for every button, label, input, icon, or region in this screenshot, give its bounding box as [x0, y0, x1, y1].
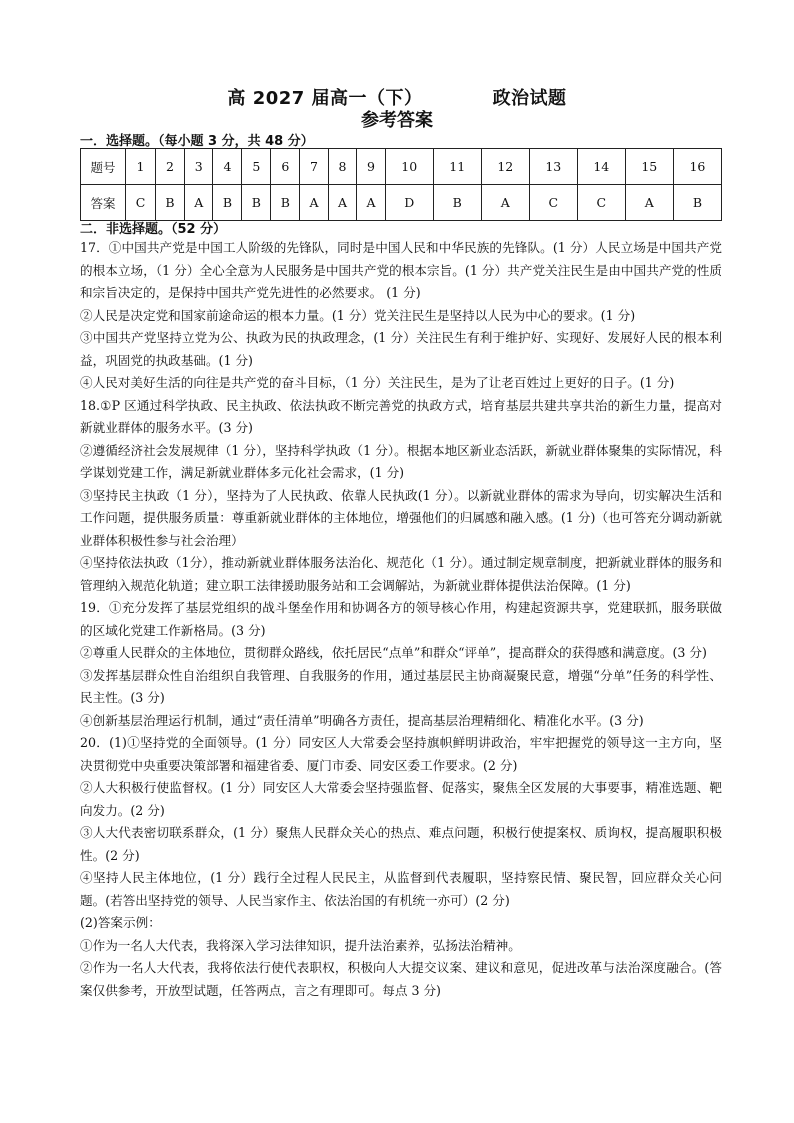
answer-cell: A	[328, 185, 356, 221]
answer-paragraph: ④创新基层治理运行机制，通过“责任清单”明确各方责任，提高基层治理精细化、精准化水平。(3 分)	[80, 712, 644, 728]
answer-paragraph: 17．①中国共产党是中国工人阶级的先锋队，同时是中国人民和中华民族的先锋队。(1 分）人民立场是中国共产党的根本立场，（1 分）全心全意为人民服务是中国共产党的根本宗旨。(1 分）共产党关注民生是由中国共产党的性质和宗旨决定的，是保持中国共产党先进性的必然要求。 (1 分)	[80, 240, 722, 300]
title-subject: 政治试题	[492, 88, 567, 109]
section-choice-heading: 一．选择题。（每小题 3 分，共 48 分）	[80, 134, 314, 149]
question-number: 12	[481, 149, 529, 185]
answer-paragraph: (2)答案示例：	[80, 915, 161, 930]
answer-cell: B	[433, 185, 481, 221]
table-row-numbers	[81, 149, 722, 185]
answer-cell: A	[481, 185, 529, 221]
row-label-answer: 答案	[81, 185, 126, 221]
answer-cell: C	[529, 185, 577, 221]
answer-cell: B	[271, 185, 300, 221]
table-row-answers	[81, 185, 722, 221]
answer-paragraph: ③发挥基层群众性自治组织自我管理、自我服务的作用，通过基层民主协商凝聚民意，增强“分单”任务的科学性、民主性。(3 分)	[80, 667, 722, 705]
answer-paragraph: ④坚持依法执政（1分），推动新就业群体服务法治化、规范化（1 分）。通过制定规章制度，把新就业群体的服务和管理纳入规范化轨道；建立职工法律援助服务站和工会调解站，为新就业群体提供法治保障。(1 分)	[80, 555, 722, 593]
answer-table	[80, 148, 722, 221]
question-number: 15	[625, 149, 673, 185]
row-label-number: 题号	[81, 149, 126, 185]
section-nonchoice-heading: 二．非选择题。（52 分）	[80, 222, 227, 237]
question-number: 9	[357, 149, 385, 185]
title-grade: 高 2027 届高一（下）	[227, 88, 423, 109]
question-number: 3	[184, 149, 212, 185]
answer-paragraph: ③中国共产党坚持立党为公、执政为民的执政理念，(1 分）关注民生有利于维护好、实现好、发展好人民的根本利益，巩固党的执政基础。(1 分)	[80, 330, 722, 368]
question-number: 1	[126, 149, 156, 185]
answer-paragraph: ④人民对美好生活的向往是共产党的奋斗目标，（1 分）关注民生，是为了让老百姓过上更好的日子。(1 分)	[80, 375, 675, 390]
answer-paragraph: ②作为一名人大代表，我将依法行使代表职权，积极向人大提交议案、建议和意见，促进改革与法治深度融合。(答案仅供参考，开放型试题，任答两点，言之有理即可。每点 3 分)	[80, 960, 722, 998]
question-number: 4	[213, 149, 242, 185]
question-number: 2	[156, 149, 185, 185]
answer-cell: B	[156, 185, 185, 221]
question-number: 8	[328, 149, 356, 185]
answer-cell: D	[385, 185, 433, 221]
question-number: 14	[577, 149, 625, 185]
question-number: 16	[673, 149, 721, 185]
answer-cell: A	[184, 185, 212, 221]
answer-paragraph: ①作为一名人大代表，我将深入学习法律知识，提升法治素养，弘扬法治精神。	[80, 937, 521, 953]
answer-cell: B	[213, 185, 242, 221]
question-number: 7	[300, 149, 328, 185]
answer-paragraph: 18.①P 区通过科学执政、民主执政、依法执政不断完善党的执政方式，培育基层共建共享共治的新生力量，提高对新就业群体的服务水平。(3 分)	[80, 397, 722, 435]
answer-paragraph: 20．(1)①坚持党的全面领导。(1 分）同安区人大常委会坚持旗帜鲜明讲政治，牢牢把握党的领导这一主方向，坚决贯彻党中央重要决策部署和福建省委、厦门市委、同安区委工作要求。(2 分)	[80, 735, 722, 773]
answer-cell: A	[625, 185, 673, 221]
answer-body	[80, 237, 722, 1002]
answer-paragraph: ②尊重人民群众的主体地位，贯彻群众路线，依托居民“点单”和群众“评单”，提高群众的获得感和满意度。(3 分)	[80, 645, 707, 660]
question-number: 13	[529, 149, 577, 185]
answer-cell: A	[300, 185, 328, 221]
answer-cell: C	[577, 185, 625, 221]
question-number: 5	[242, 149, 271, 185]
answer-paragraph: ③坚持民主执政（1 分），坚持为了人民执政、依靠人民执政(1 分）。以新就业群体的需求为导向，切实解决生活和工作问题，提供服务质量：尊重新就业群体的主体地位，增强他们的归属感和融入感。(1 分)（也可答充分调动新就业群体积极性参与社会治理）	[80, 487, 722, 548]
page-subtitle: 参考答案	[361, 110, 433, 131]
answer-cell: B	[242, 185, 271, 221]
question-number: 6	[271, 149, 300, 185]
question-number: 11	[433, 149, 481, 185]
answer-cell: C	[126, 185, 156, 221]
answer-paragraph: ③人大代表密切联系群众，(1 分）聚焦人民群众关心的热点、难点问题，积极行使提案权、质询权，提高履职积极性。(2 分)	[80, 825, 722, 863]
answer-paragraph: ②人大积极行使监督权。(1 分）同安区人大常委会坚持强监督、促落实，聚焦全区发展的大事要事，精准选题、靶向发力。(2 分)	[80, 780, 722, 818]
question-number: 10	[385, 149, 433, 185]
answer-paragraph: ②遵循经济社会发展规律（1 分），坚持科学执政（1 分）。根据本地区新业态活跃，新就业群体聚集的实际情况，科学谋划党建工作，满足新就业群体多元化社会需求，(1 分)	[80, 442, 722, 480]
answer-paragraph: 19．①充分发挥了基层党组织的战斗堡垒作用和协调各方的领导核心作用，构建起资源共享，党建联抓，服务联做的区域化党建工作新格局。(3 分)	[80, 600, 722, 638]
answer-paragraph: ②人民是决定党和国家前途命运的根本力量。(1 分）党关注民生是坚持以人民为中心的要求。(1 分)	[80, 307, 636, 323]
answer-cell: B	[673, 185, 721, 221]
answer-paragraph: ④坚持人民主体地位，(1 分）践行全过程人民民主，从监督到代表履职，坚持察民情、聚民智，回应群众关心问题。(若答出坚持党的领导、人民当家作主、依法治国的有机统一亦可）(2 分)	[80, 870, 722, 908]
answer-cell: A	[357, 185, 385, 221]
